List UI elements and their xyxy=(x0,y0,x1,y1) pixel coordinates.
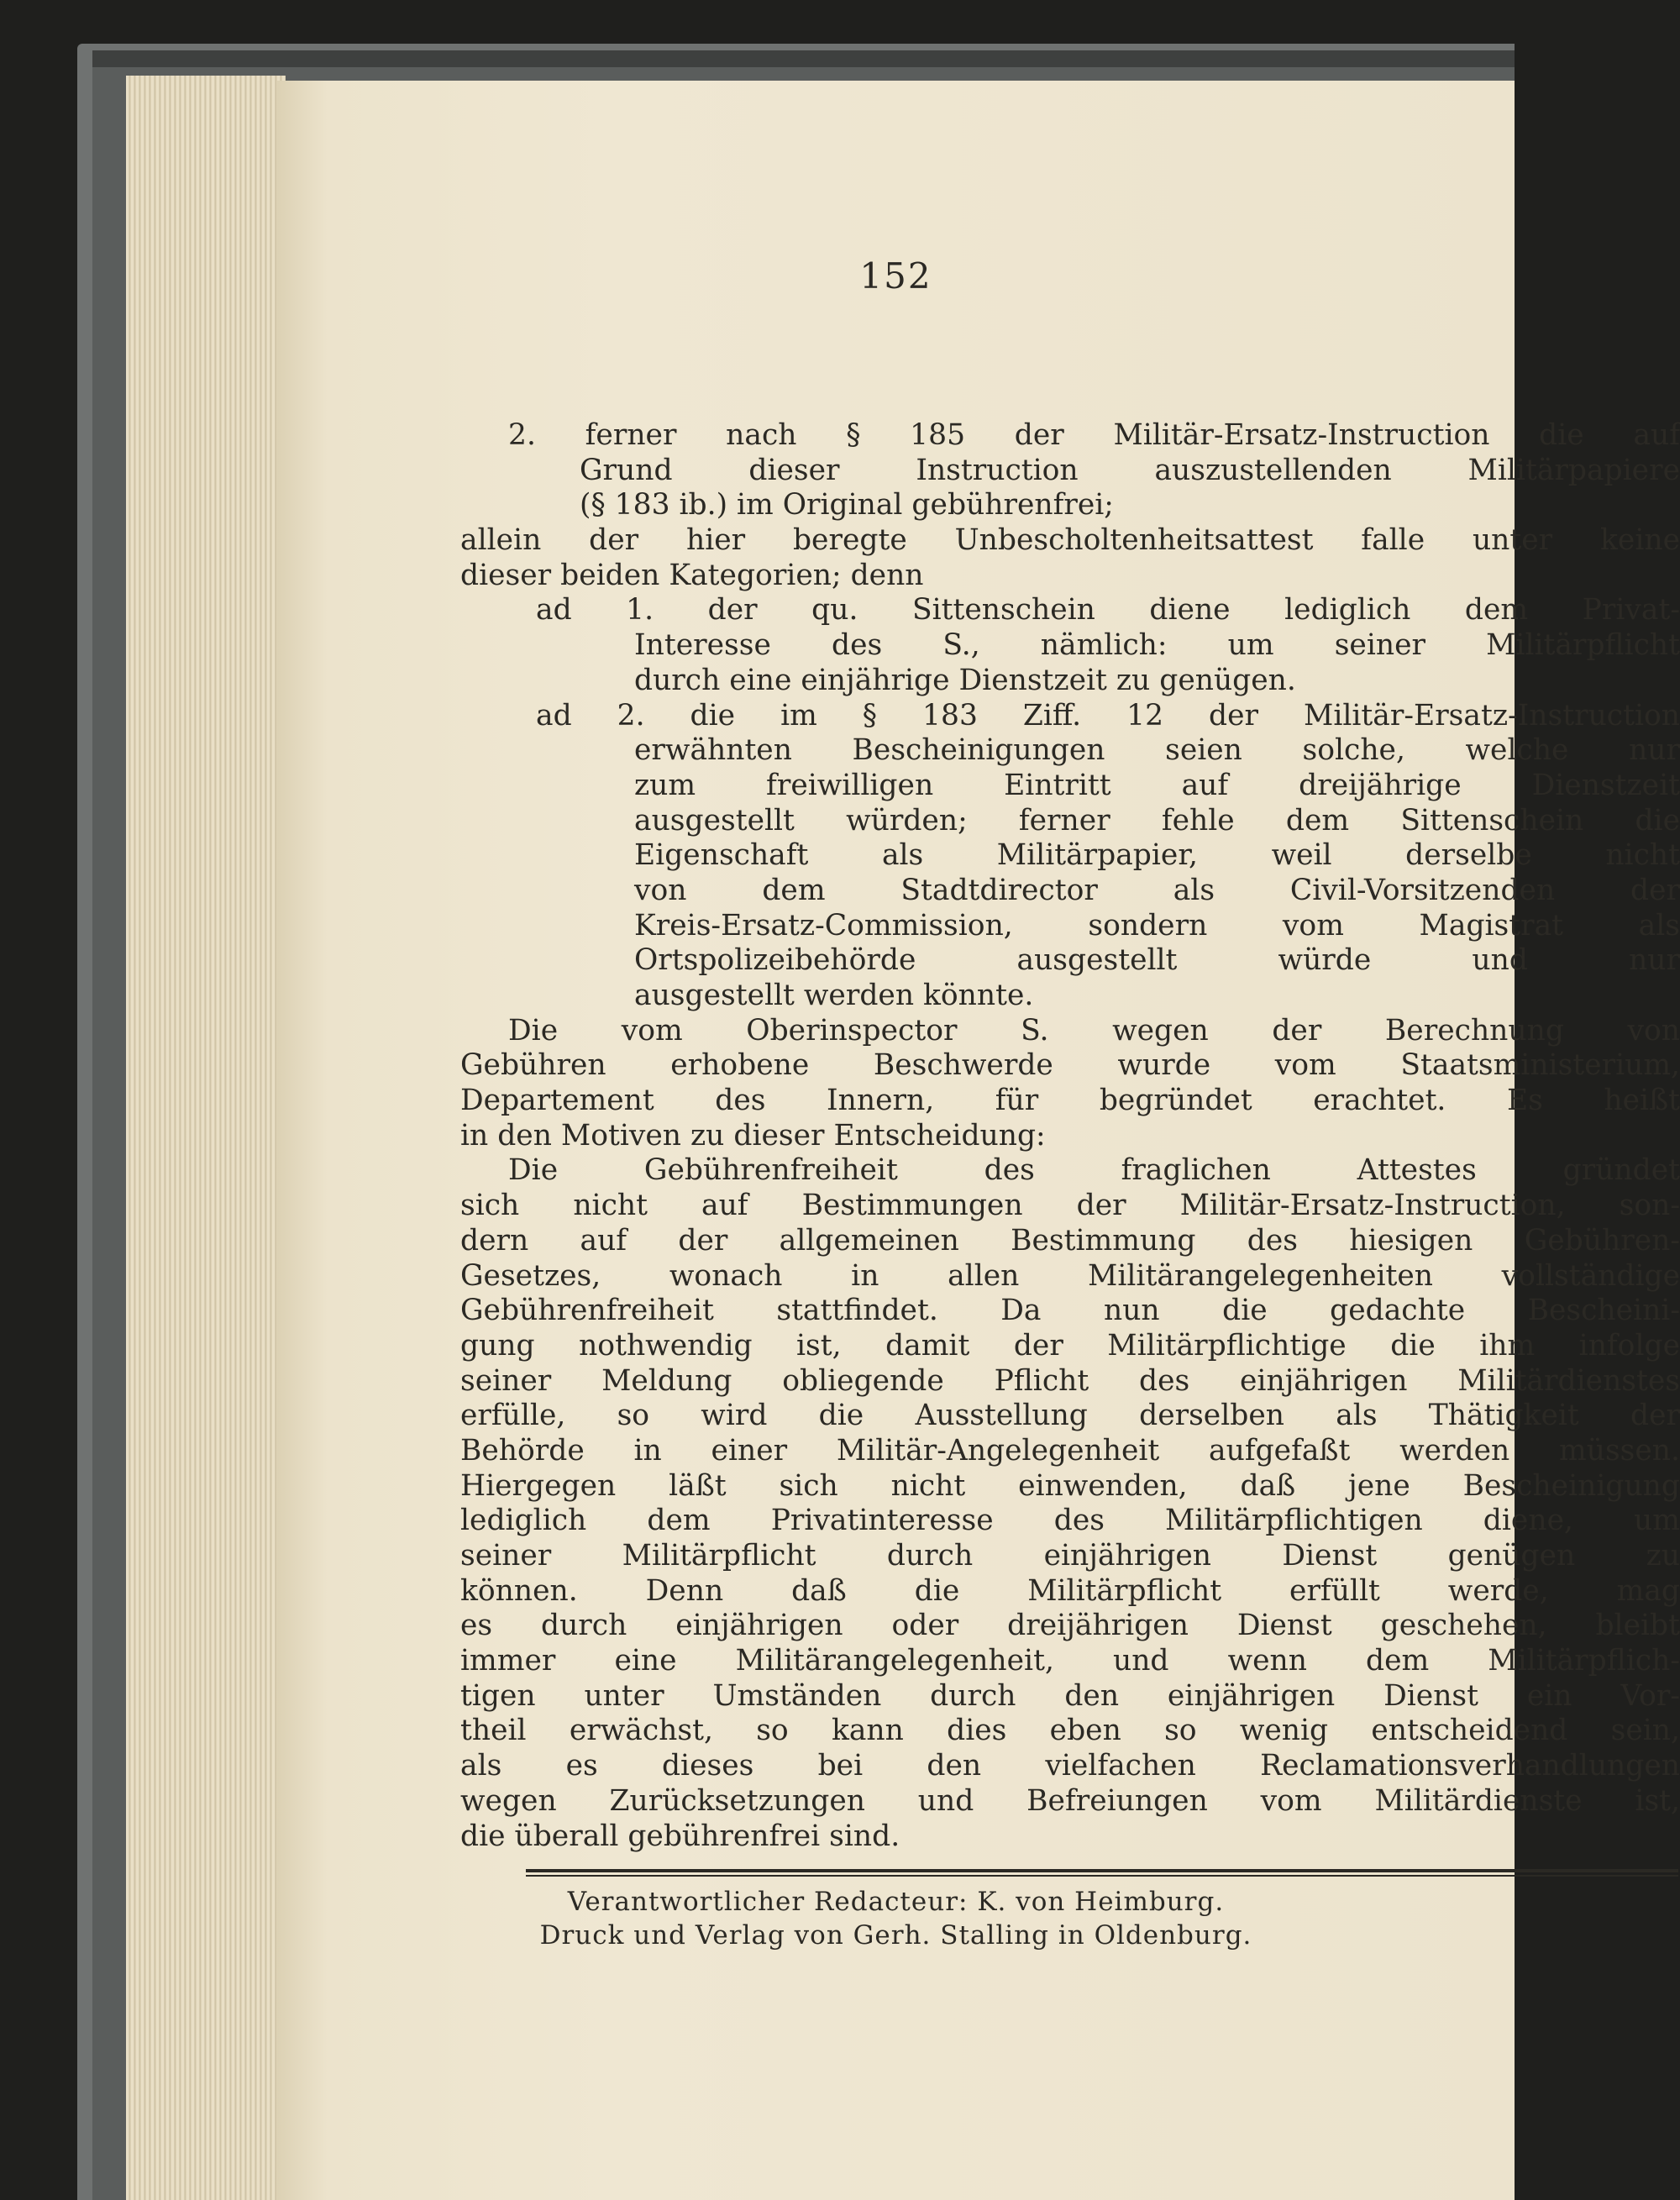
text-line: Hiergegen läßt sich nicht einwenden, daß jene Bescheinigung xyxy=(460,1468,1680,1503)
imprint-printer: Druck und Verlag von Gerh. Stalling in Oldenburg. xyxy=(539,1920,1252,1951)
text-line: als es dieses bei den vielfachen Reclamationsverhandlungen xyxy=(460,1749,1680,1783)
text-line: Gebühren erhobene Beschwerde wurde vom Staatsministerium, xyxy=(460,1048,1680,1083)
text-line: sich nicht auf Bestimmungen der Militär-Ersatz-Instruction, son- xyxy=(460,1189,1680,1223)
text-line: ad 2. die im § 183 Ziff. 12 der Militär-Ersatz-Instruction xyxy=(536,698,1680,732)
cover-shadow xyxy=(92,50,1515,67)
text-line: seiner Meldung obliegende Pflicht des einjährigen Militärdienstes xyxy=(460,1363,1680,1398)
text-line: können. Denn daß die Militärpflicht erfüllt werde, mag xyxy=(460,1573,1680,1608)
imprint xyxy=(277,1885,1515,1952)
text-line: lediglich dem Privatinteresse des Militärpflichtigen diene, um xyxy=(460,1504,1680,1538)
text-line: ausgestellt würden; ferner fehle dem Sittenschein die xyxy=(634,803,1680,837)
book-page xyxy=(277,81,1680,2200)
text-line: zum freiwilligen Eintritt auf dreijährige Dienstzeit xyxy=(634,768,1680,802)
text-line: immer eine Militärangelegenheit, und wenn dem Militärpflich- xyxy=(460,1644,1680,1678)
text-line: ad 1. der qu. Sittenschein diene lediglich dem Privat- xyxy=(536,593,1680,627)
text-line: durch eine einjährige Dienstzeit zu genügen. xyxy=(634,663,1296,697)
text-line: es durch einjährigen oder dreijährigen Dienst geschehen, bleibt xyxy=(460,1609,1680,1643)
text-line: Kreis-Ersatz-Commission, sondern vom Magistrat als xyxy=(634,908,1680,942)
text-line: Eigenschaft als Militärpapier, weil derselbe nicht xyxy=(634,838,1680,873)
text-line: 2. ferner nach § 185 der Militär-Ersatz-Instruction die auf xyxy=(508,418,1680,452)
text-line: seiner Militärpflicht durch einjährigen Dienst genügen zu xyxy=(460,1539,1680,1573)
text-line: allein der hier beregte Unbescholtenheitsattest falle unter keine xyxy=(460,523,1680,558)
text-line: Departement des Innern, für begründet erachtet. Es heißt xyxy=(460,1084,1680,1118)
footer-rule xyxy=(526,1869,1678,1877)
text-line: gung nothwendig ist, damit der Militärpflichtige die ihm infolge xyxy=(460,1328,1680,1363)
text-line: tigen unter Umständen durch den einjährigen Dienst ein Vor- xyxy=(460,1678,1680,1713)
text-line: (§ 183 ib.) im Original gebührenfrei; xyxy=(580,488,1114,522)
imprint-editor: Verantwortlicher Redacteur: K. von Heimburg. xyxy=(567,1887,1225,1917)
text-line: die überall gebührenfrei sind. xyxy=(460,1819,900,1853)
text-line: in den Motiven zu dieser Entscheidung: xyxy=(460,1118,1046,1153)
text-line: erfülle, so wird die Ausstellung derselben als Thätigkeit der xyxy=(460,1399,1680,1433)
text-line: von dem Stadtdirector als Civil-Vorsitzenden der xyxy=(634,873,1680,907)
text-line: dern auf der allgemeinen Bestimmung des hiesigen Gebühren- xyxy=(460,1223,1680,1258)
text-line: dieser beiden Kategorien; denn xyxy=(460,558,924,592)
text-line: erwähnten Bescheinigungen seien solche, welche nur xyxy=(634,733,1680,768)
text-line: Ortspolizeibehörde ausgestellt würde und nur xyxy=(634,943,1680,978)
text-line: ausgestellt werden könnte. xyxy=(634,979,1034,1012)
text-line: Grund dieser Instruction auszustellenden Militärpapiere xyxy=(580,453,1680,487)
body-text xyxy=(460,418,1680,1854)
page-edges xyxy=(126,76,286,2200)
text-line: theil erwächst, so kann dies eben so wenig entscheidend sein, xyxy=(460,1714,1680,1748)
text-line: wegen Zurücksetzungen und Befreiungen vom Militärdienste ist, xyxy=(460,1783,1680,1818)
text-line: Gebührenfreiheit stattfindet. Da nun die gedachte Bescheini- xyxy=(460,1294,1680,1328)
text-line: Interesse des S., nämlich: um seiner Militärpflicht xyxy=(634,628,1680,663)
text-line: Die vom Oberinspector S. wegen der Berechnung von xyxy=(508,1013,1680,1047)
text-line: Gesetzes, wonach in allen Militärangelegenheiten vollständige xyxy=(460,1258,1680,1293)
page-number: 152 xyxy=(859,255,932,297)
text-line: Die Gebührenfreiheit des fraglichen Attestes gründet xyxy=(508,1153,1680,1188)
text-line: Behörde in einer Militär-Angelegenheit aufgefaßt werden müssen. xyxy=(460,1433,1680,1468)
